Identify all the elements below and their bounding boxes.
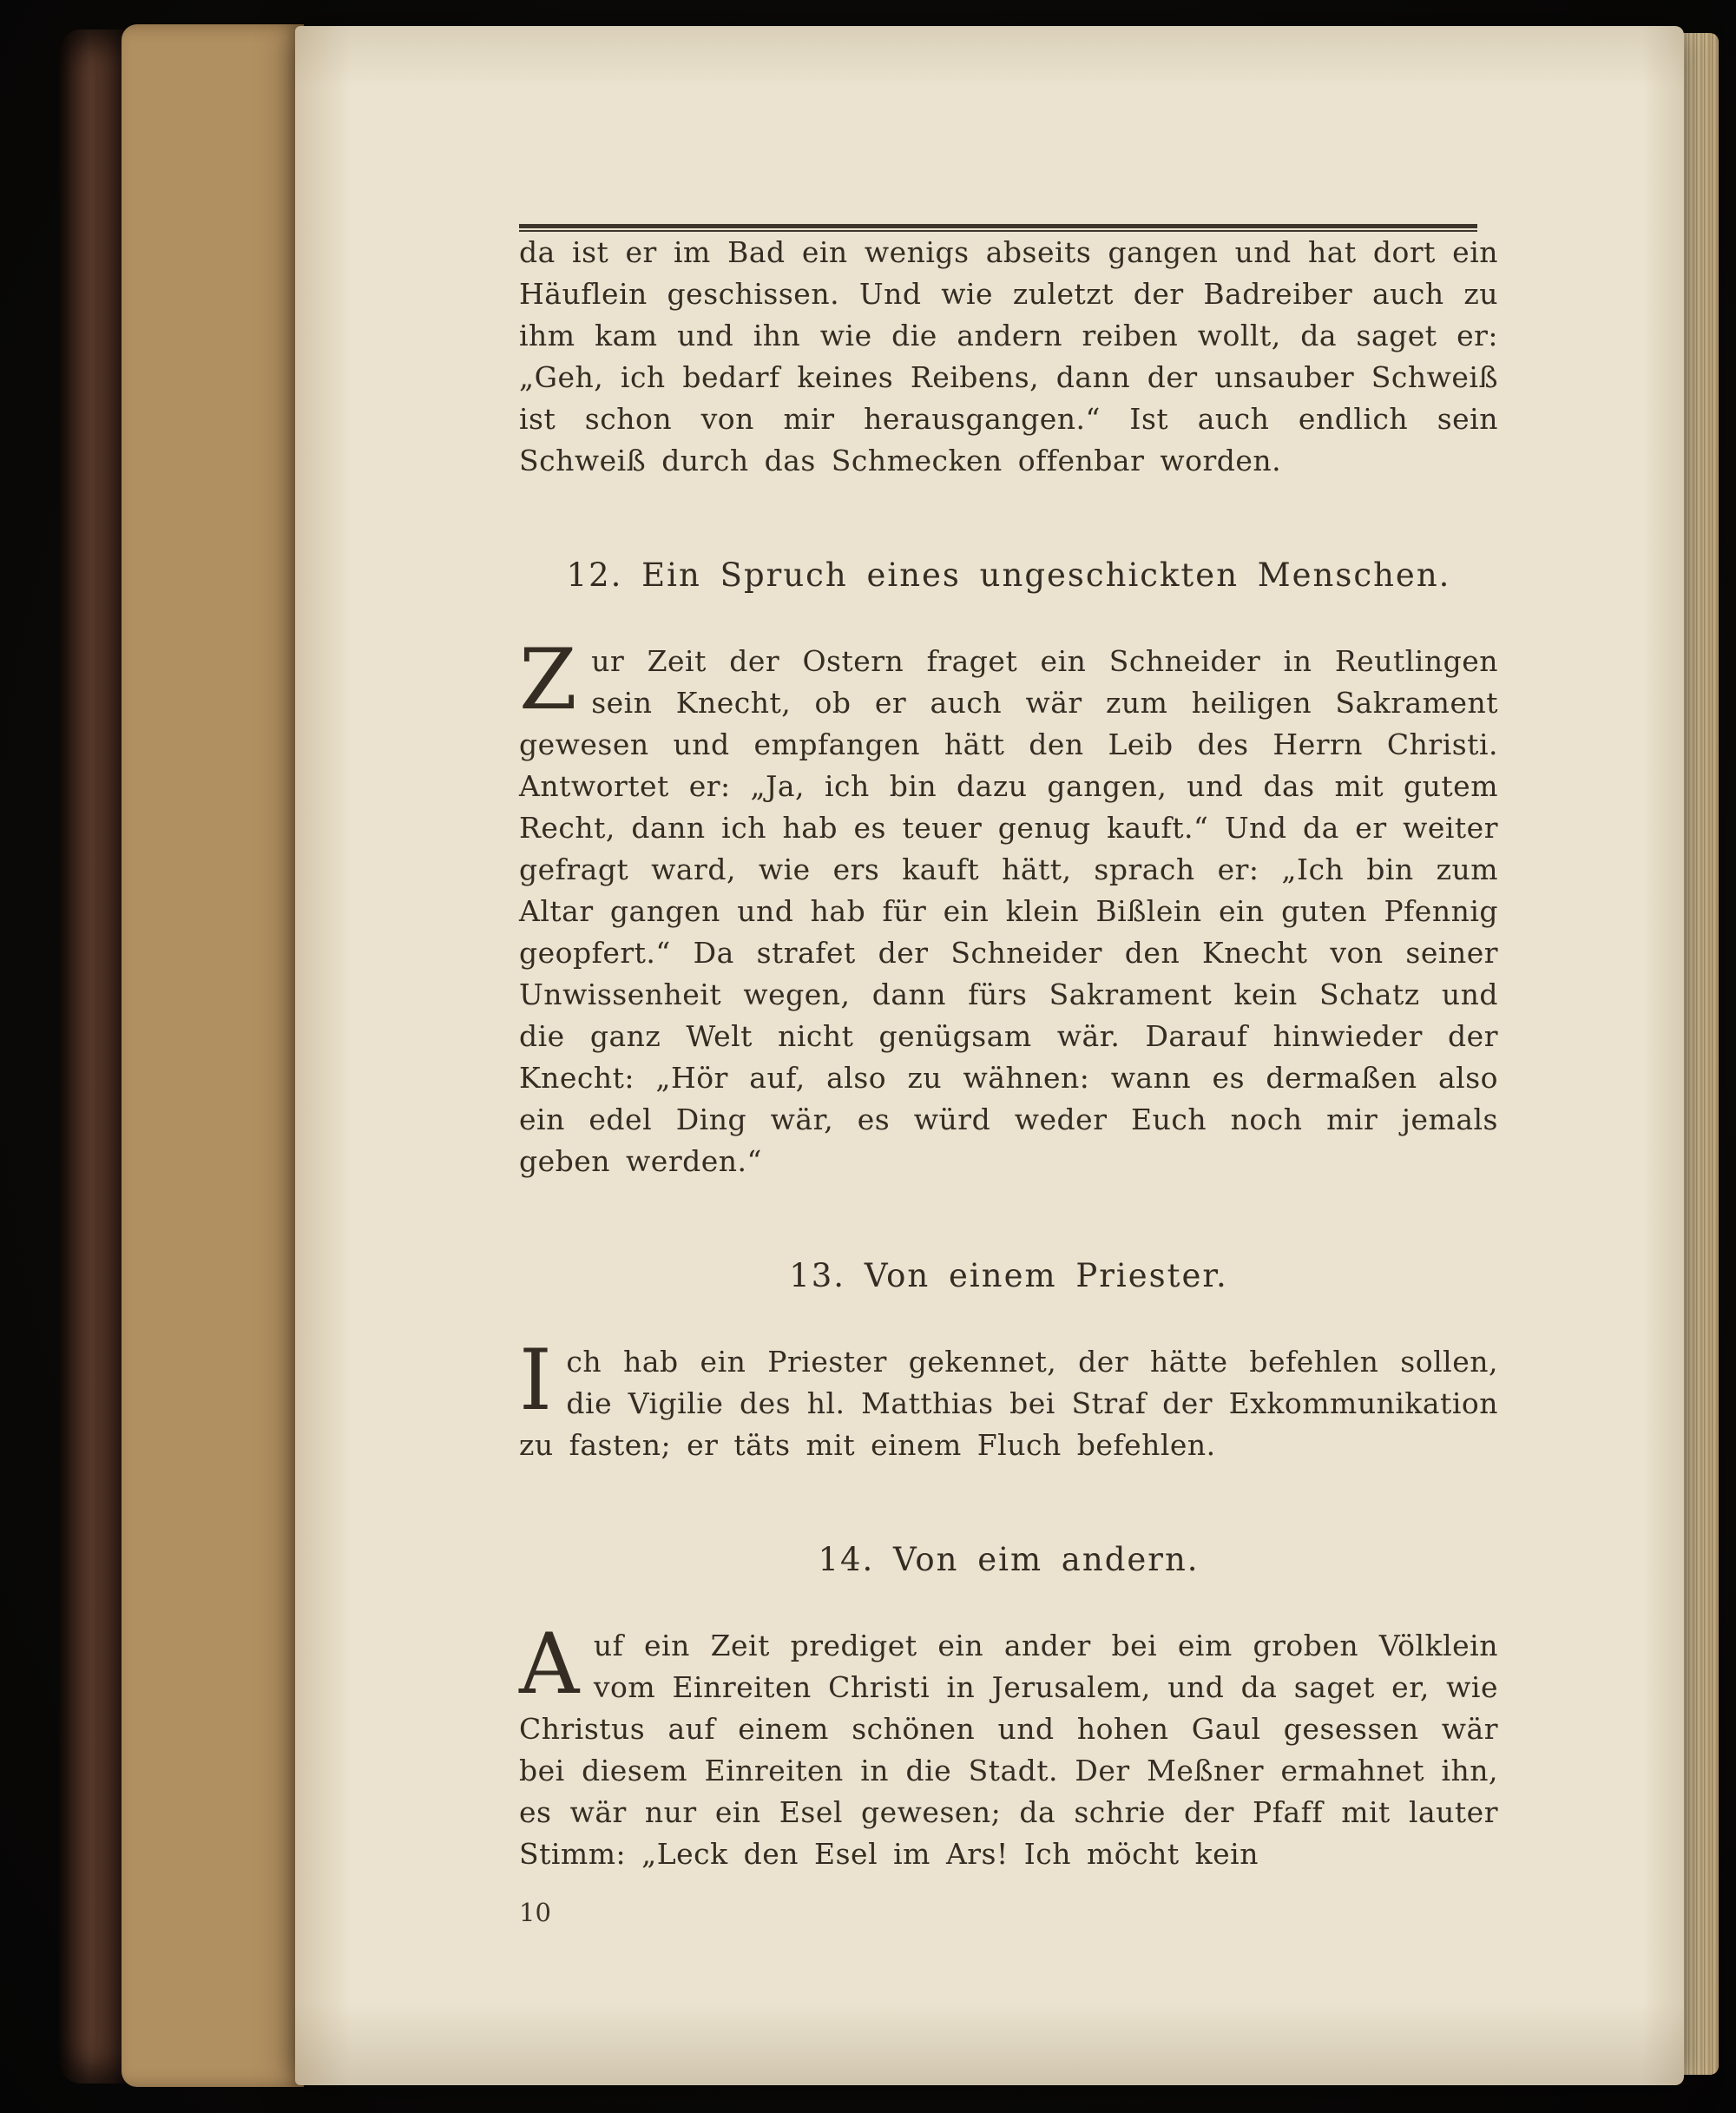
continuation-paragraph: da ist er im Bad ein wenigs abseits gangen und hat dort ein Häuflein geschissen. Und wie zuletzt der Badreiber auch zu ihm kam und ihn wie die andern reiben wollt, da saget er: „Geh, ich bedarf keines Reibens, dann der unsauber Schweiß ist schon von mir herausgangen.“ Ist auch endlich sein Schweiß durch das Schmecken offenbar worden.: [519, 235, 1498, 477]
section-heading-12: 12. Ein Spruch eines ungeschickten Menschen.: [566, 556, 1451, 594]
drop-cap-i: I: [519, 1332, 553, 1429]
section-heading-13: 13. Von einem Priester.: [789, 1257, 1228, 1294]
section-body-13: ch hab ein Priester gekennet, der hätte befehlen sollen, die Vigilie des hl. Matthias bei Straf der Exkommunikation zu fasten; er täts mit einem Fluch befehlen.: [519, 1345, 1498, 1462]
section-paragraph-12: [519, 631, 1498, 1182]
section-paragraph-13: [519, 1332, 1498, 1466]
section-13: [519, 1257, 1498, 1466]
section-12: [519, 556, 1498, 1182]
drop-cap-z: Z: [519, 631, 578, 728]
section-paragraph-14: [519, 1616, 1498, 1875]
section-heading-14: 14. Von eim andern.: [818, 1541, 1200, 1578]
page-edges-right: [1680, 33, 1719, 2075]
page-number: 10: [519, 1898, 551, 1927]
section-body-12: ur Zeit der Ostern fraget ein Schneider in Reutlingen sein Knecht, ob er auch wär zum heiligen Sakrament gewesen und empfangen hätt den Leib des Herrn Christi. Antwortet er: „Ja, ich bin dazu gangen, und das mit gutem Recht, dann ich hab es teuer genug kauft.“ Und da er weiter gefragt ward, wie ers kauft hätt, sprach er: „Ich bin zum Altar gangen und hab für ein klein Bißlein ein guten Pfennig geopfert.“ Da strafet der Schneider den Knecht von seiner Unwissenheit wegen, dann fürs Sakrament kein Schatz und die ganz Welt nicht genügsam wär. Darauf hinwieder der Knecht: „Hör auf, also zu wähnen: wann es dermaßen also ein edel Ding wär, es würd weder Euch noch mir jemals geben werden.“: [519, 644, 1498, 1178]
drop-cap-a: A: [519, 1616, 580, 1713]
head-rule: [519, 224, 1477, 232]
book-page: [295, 26, 1684, 2085]
text-column: [519, 26, 1498, 1927]
book-spine: [59, 30, 127, 2083]
page-edges-left: [122, 24, 304, 2087]
book: [59, 21, 1719, 2089]
section-body-14: uf ein Zeit prediget ein ander bei eim groben Völklein vom Einreiten Christi in Jerusalem, und da saget er, wie Christus auf einem schönen und hohen Gaul gesessen wär bei diesem Einreiten in die Stadt. Der Meßner ermahnet ihn, es wär nur ein Esel gewesen; da schrie der Pfaff mit lauter Stimm: „Leck den Esel im Ars! Ich möcht kein: [519, 1629, 1498, 1871]
section-14: [519, 1541, 1498, 1875]
